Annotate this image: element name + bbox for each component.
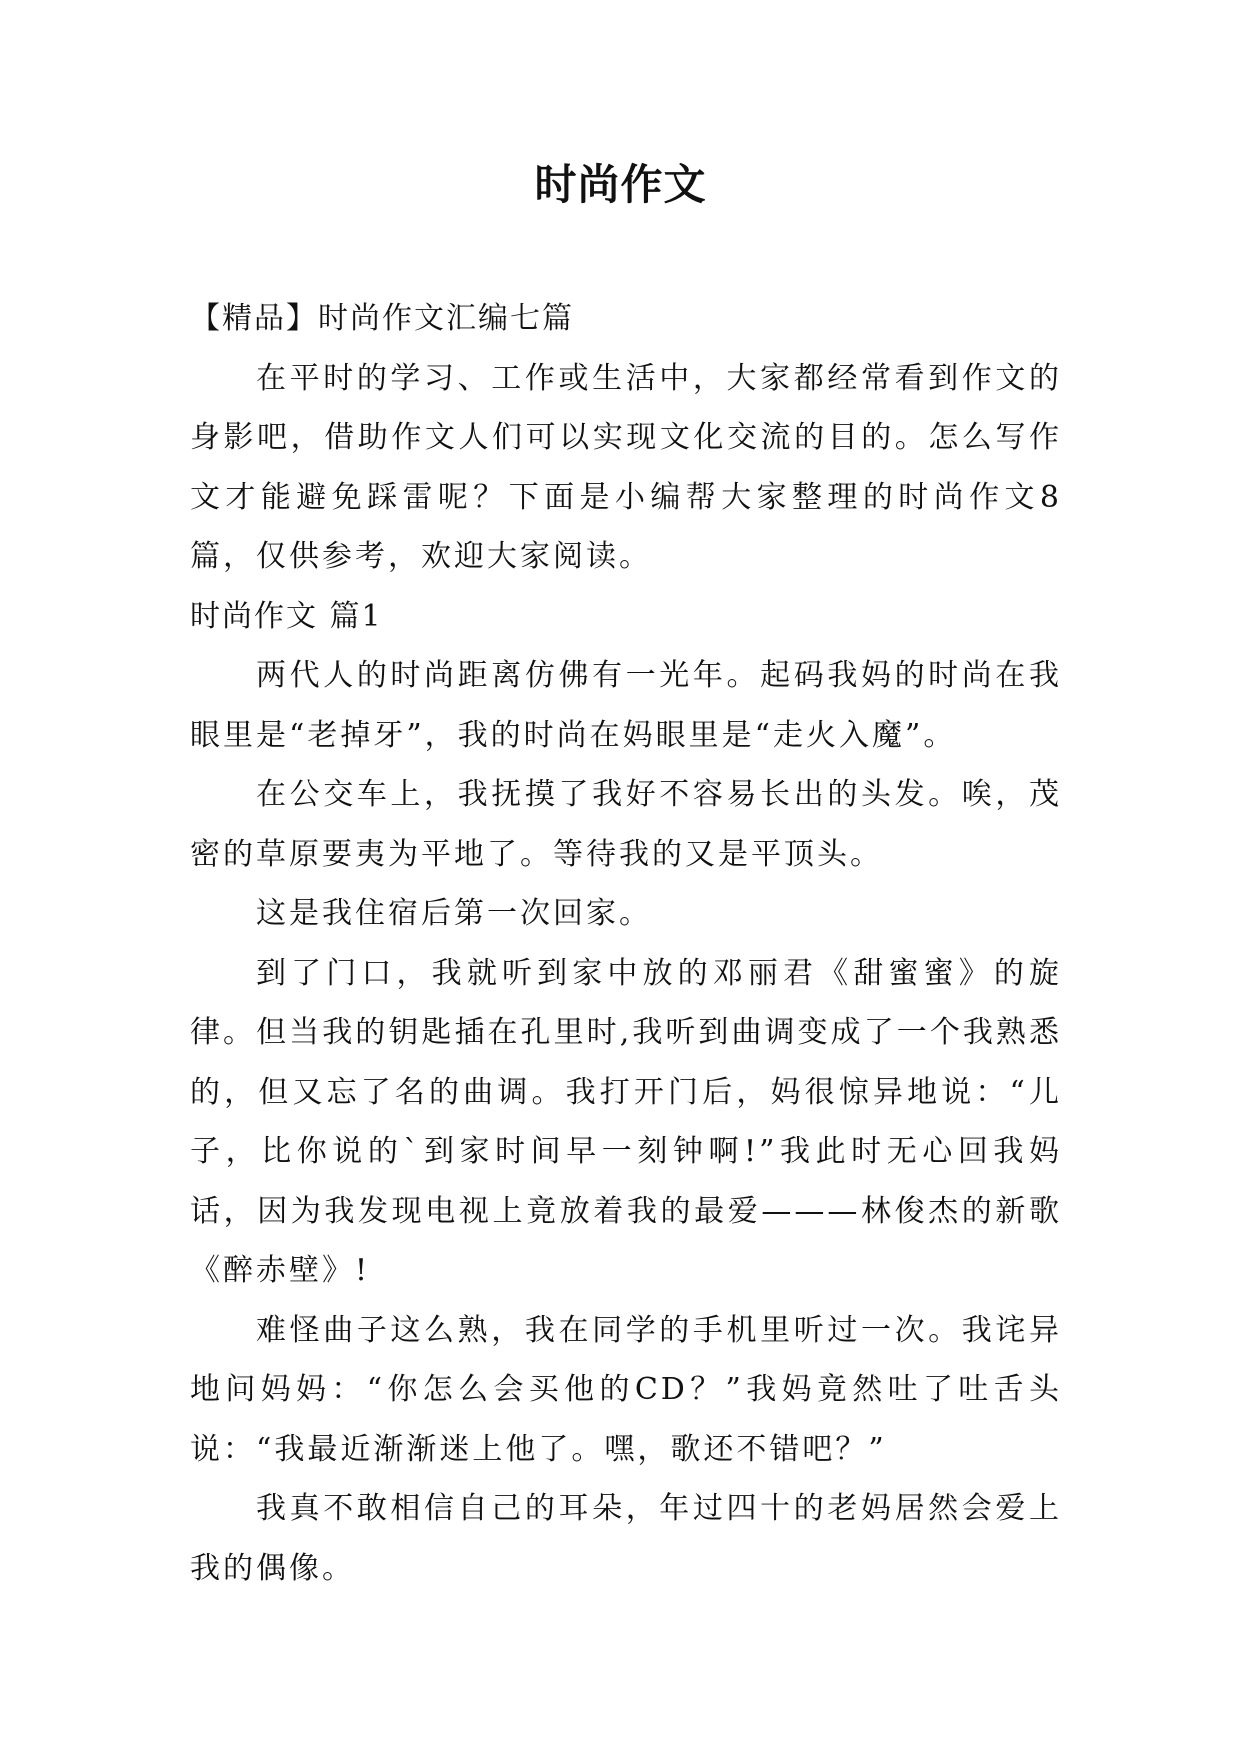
paragraph: 难怪曲子这么熟，我在同学的手机里听过一次。我诧异地问妈妈：“你怎么会买他的CD？”我妈竟然吐了吐舌头说：“我最近渐渐迷上他了。嘿，歌还不错吧？” [190,1312,1062,1467]
document-title: 时尚作文 [534,160,707,209]
paragraph: 我真不敢相信自己的耳朵，年过四十的老妈居然会爱上我的偶像。 [190,1491,1062,1586]
paragraph-intro: 在平时的学习、工作或生活中，大家都经常看到作文的身影吧，借助作文人们可以实现文化交流的目的。怎么写作文才能避免踩雷呢？下面是小编帮大家整理的时尚作文8篇，仅供参考，欢迎大家阅读。 [190,360,1062,574]
section-heading: 时尚作文 篇1 [190,598,383,634]
paragraph: 在公交车上，我抚摸了我好不容易长出的头发。唉，茂密的草原要夷为平地了。等待我的又是平顶头。 [190,777,1062,872]
paragraph: 到了门口，我就听到家中放的邓丽君《甜蜜蜜》的旋律。但当我的钥匙插在孔里时,我听到曲调变成了一个我熟悉的，但又忘了名的曲调。我打开门后，妈很惊异地说：“儿子，比你说的`到家时间早一刻钟啊!”我此时无心回我妈话，因为我发现电视上竟放着我的最爱———林俊杰的新歌《醉赤壁》! [190,955,1062,1288]
document-body [190,289,1062,1598]
paragraph: 这是我住宿后第一次回家。 [256,896,652,931]
paragraph: 两代人的时尚距离仿佛有一光年。起码我妈的时尚在我眼里是“老掉牙”，我的时尚在妈眼里是“走火入魔”。 [190,658,1062,753]
document-subtitle: 【精品】时尚作文汇编七篇 [190,301,574,336]
